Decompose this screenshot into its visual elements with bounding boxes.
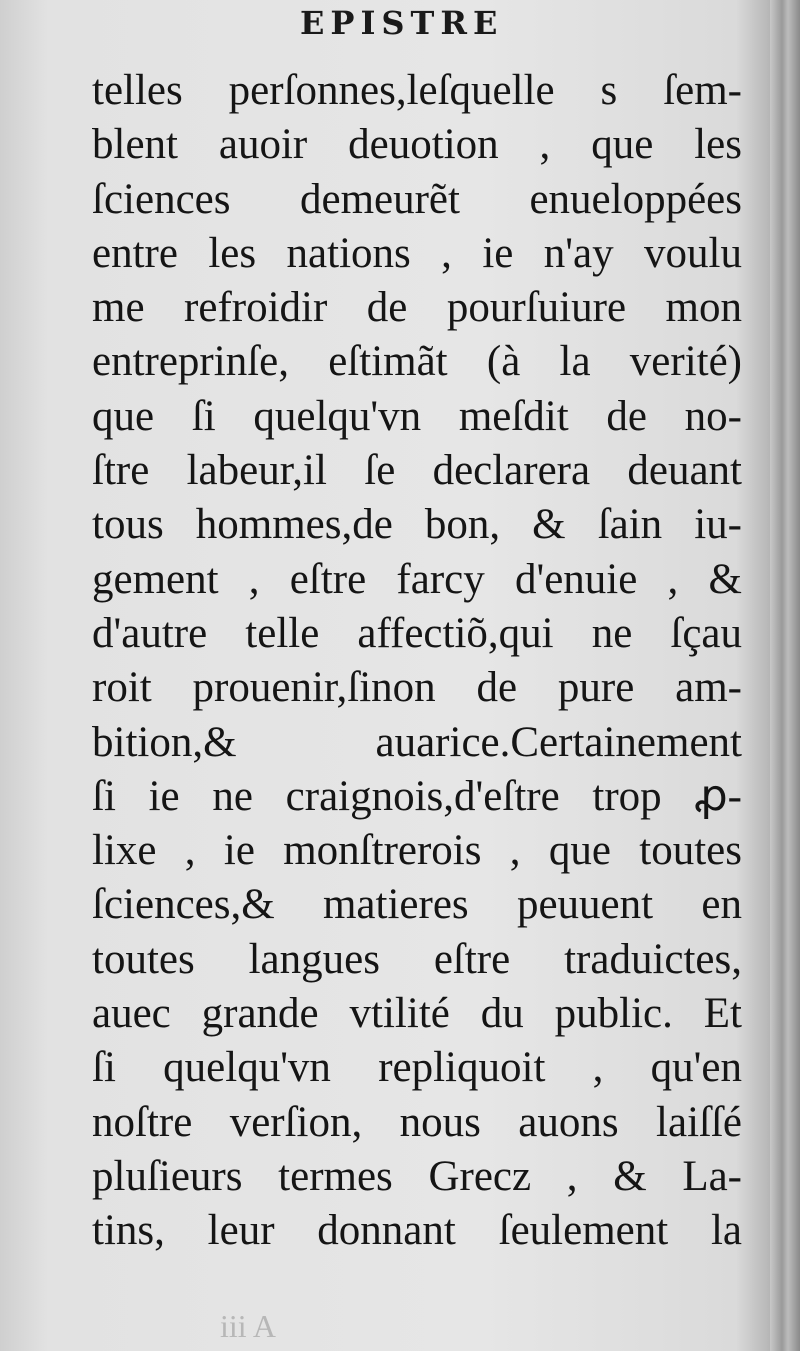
- text-line-18: auec grande vtilité du public. Et: [92, 990, 742, 1038]
- text-line-21: pluſieurs termes Grecz , & La-: [92, 1152, 742, 1200]
- text-line-5: me refroidir de pourſuiure mon: [92, 284, 742, 332]
- text-line-11: d'autre telle affectiõ,qui ne ſçau: [92, 609, 742, 657]
- text-line-20: noſtre verſion, nous auons laiſſé: [92, 1098, 742, 1146]
- text-line-9: tous hommes,de bon, & ſain iu-: [92, 501, 742, 549]
- running-head: EPISTRE: [300, 4, 504, 42]
- text-line-13: bition,& auarice.Certainement: [92, 718, 742, 766]
- text-line-10: gement , eſtre farcy d'enuie , &: [92, 555, 742, 603]
- text-block: [92, 64, 742, 1259]
- text-line-22: tins, leur donnant ſeulement la: [92, 1207, 742, 1255]
- text-line-17: toutes langues eſtre traduictes,: [92, 935, 742, 983]
- text-line-7: que ſi quelqu'vn meſdit de no-: [92, 392, 742, 440]
- text-line-16: ſciences,& matieres peuuent en: [92, 881, 742, 929]
- signature-mark: iii A: [220, 1308, 277, 1344]
- text-line-6: entreprinſe, eſtimãt (à la verité): [92, 338, 742, 386]
- text-line-12: roit prouenir,ſinon de pure am-: [92, 664, 742, 712]
- text-line-19: ſi quelqu'vn repliquoit , qu'en: [92, 1044, 742, 1092]
- text-line-8: ſtre labeur,il ſe declarera deuant: [92, 447, 742, 495]
- text-line-1: telles perſonnes,leſquelle s ſem-: [92, 67, 742, 114]
- text-line-4: entre les nations , ie n'ay voulu: [92, 229, 742, 277]
- text-line-14: ſi ie ne craignois,d'eſtre trop ꝓ-: [92, 772, 742, 820]
- text-line-2: blent auoir deuotion , que les: [92, 121, 742, 169]
- page-edge-shadow: [770, 0, 800, 1351]
- text-line-15: lixe , ie monſtrerois , que toutes: [92, 827, 742, 875]
- text-line-3: ſciences demeurẽt enueloppées: [92, 175, 742, 223]
